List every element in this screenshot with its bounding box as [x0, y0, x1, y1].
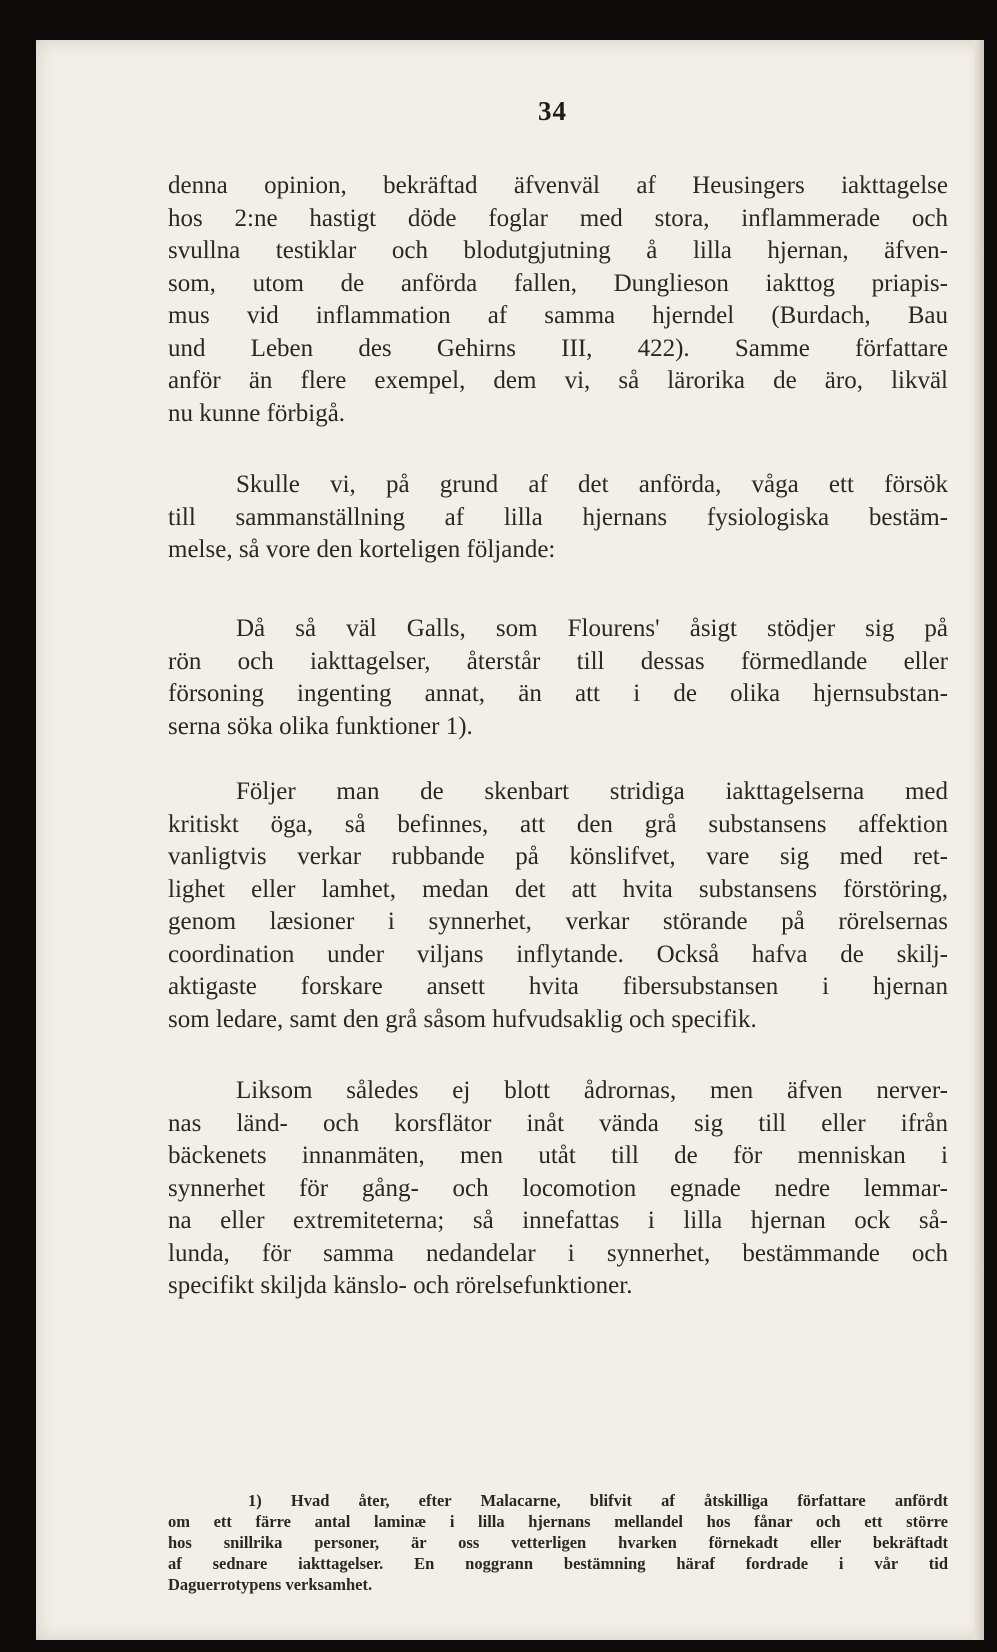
- text-line: nu kunne förbigå.: [168, 399, 346, 427]
- text-line: bäckenets innanmäten, men utåt till de för menniskan i: [168, 1142, 948, 1169]
- text-line: lunda, för samma nedandelar i synnerhet, bestämmande och: [168, 1239, 948, 1267]
- page-edge: [974, 40, 984, 1640]
- text-line: svullna testiklar och blodutgjutning å lilla hjernan, äfven-: [168, 237, 948, 264]
- text-line: Skulle vi, på grund af det anförda, våga ett försök: [236, 471, 948, 498]
- text-line: synnerhet för gång- och locomotion egnade nedre lemmar-: [168, 1174, 948, 1202]
- text-line: aktigaste forskare ansett hvita fibersubstansen i hjernan: [168, 973, 948, 1000]
- text-line: na eller extremiteterna; så innefattas i lilla hjernan ock så-: [168, 1207, 948, 1234]
- paragraph-5: [168, 1075, 948, 1303]
- text-line: genom læsioner i synnerhet, verkar störande på rörelsernas: [168, 908, 948, 935]
- text-line: till sammanställning af lilla hjernans fysiologiska bestäm-: [168, 503, 948, 531]
- text-line: nas länd- och korsflätor inåt vända sig till eller ifrån: [168, 1109, 948, 1137]
- text-line: som, utom de anförda fallen, Dunglieson iakttog priapis-: [168, 269, 948, 297]
- text-line: Då så väl Galls, som Flourens' åsigt stödjer sig på: [236, 615, 948, 642]
- paragraph-2: [168, 469, 948, 567]
- text-line: rön och iakttagelser, återstår till dessas förmedlande eller: [168, 647, 948, 675]
- text-line: Liksom således ej blott ådrornas, men äfven nerver-: [236, 1077, 948, 1104]
- text-line: Följer man de skenbart stridiga iakttagelserna med: [236, 778, 948, 805]
- paragraph-3: [168, 613, 948, 743]
- footnote-line: hos snillrika personer, är oss vetterligen hvarken förnekadt eller bekräftadt: [168, 1533, 948, 1552]
- footnote-line: Daguerrotypens verksamhet.: [168, 1575, 373, 1594]
- text-line: anför än flere exempel, dem vi, så lärorika de äro, likväl: [168, 367, 948, 394]
- text-line: und Leben des Gehirns III, 422). Samme författare: [168, 334, 948, 362]
- text-line: serna söka olika funktioner 1).: [168, 712, 473, 740]
- footnote-line: af sednare iakttagelser. En noggrann bestämning häraf fordrade i vår tid: [168, 1554, 948, 1573]
- paragraph-1: [168, 170, 948, 430]
- text-line: vanligtvis verkar rubbande på könslifvet, vare sig med ret-: [168, 843, 948, 870]
- footnote: [168, 1490, 948, 1595]
- text-line: mus vid inflammation af samma hjerndel (Burdach, Bau: [168, 302, 948, 329]
- text-line: melse, så vore den korteligen följande:: [168, 536, 556, 563]
- text-line: denna opinion, bekräftad äfvenväl af Heusingers iakttagelse: [168, 172, 948, 199]
- text-line: specifikt skiljda känslo- och rörelsefunktioner.: [168, 1272, 633, 1299]
- text-line: lighet eller lamhet, medan det att hvita substansens förstöring,: [168, 875, 948, 903]
- footnote-line: 1) Hvad åter, efter Malacarne, blifvit af åtskilliga författare anfördt: [248, 1491, 948, 1510]
- page-number: 34: [538, 96, 567, 126]
- text-line: försoning ingenting annat, än att i de olika hjernsubstan-: [168, 680, 948, 707]
- text-line: som ledare, samt den grå såsom hufvudsaklig och specifik.: [168, 1005, 757, 1033]
- text-line: hos 2:ne hastigt döde foglar med stora, inflammerade och: [168, 204, 948, 232]
- text-line: kritiskt öga, så befinnes, att den grå substansens affektion: [168, 810, 948, 838]
- paragraph-4: [168, 776, 948, 1036]
- text-line: coordination under viljans inflytande. Också hafva de skilj-: [168, 940, 948, 968]
- footnote-line: om ett färre antal laminæ i lilla hjernans mellandel hos fånar och ett större: [168, 1512, 948, 1531]
